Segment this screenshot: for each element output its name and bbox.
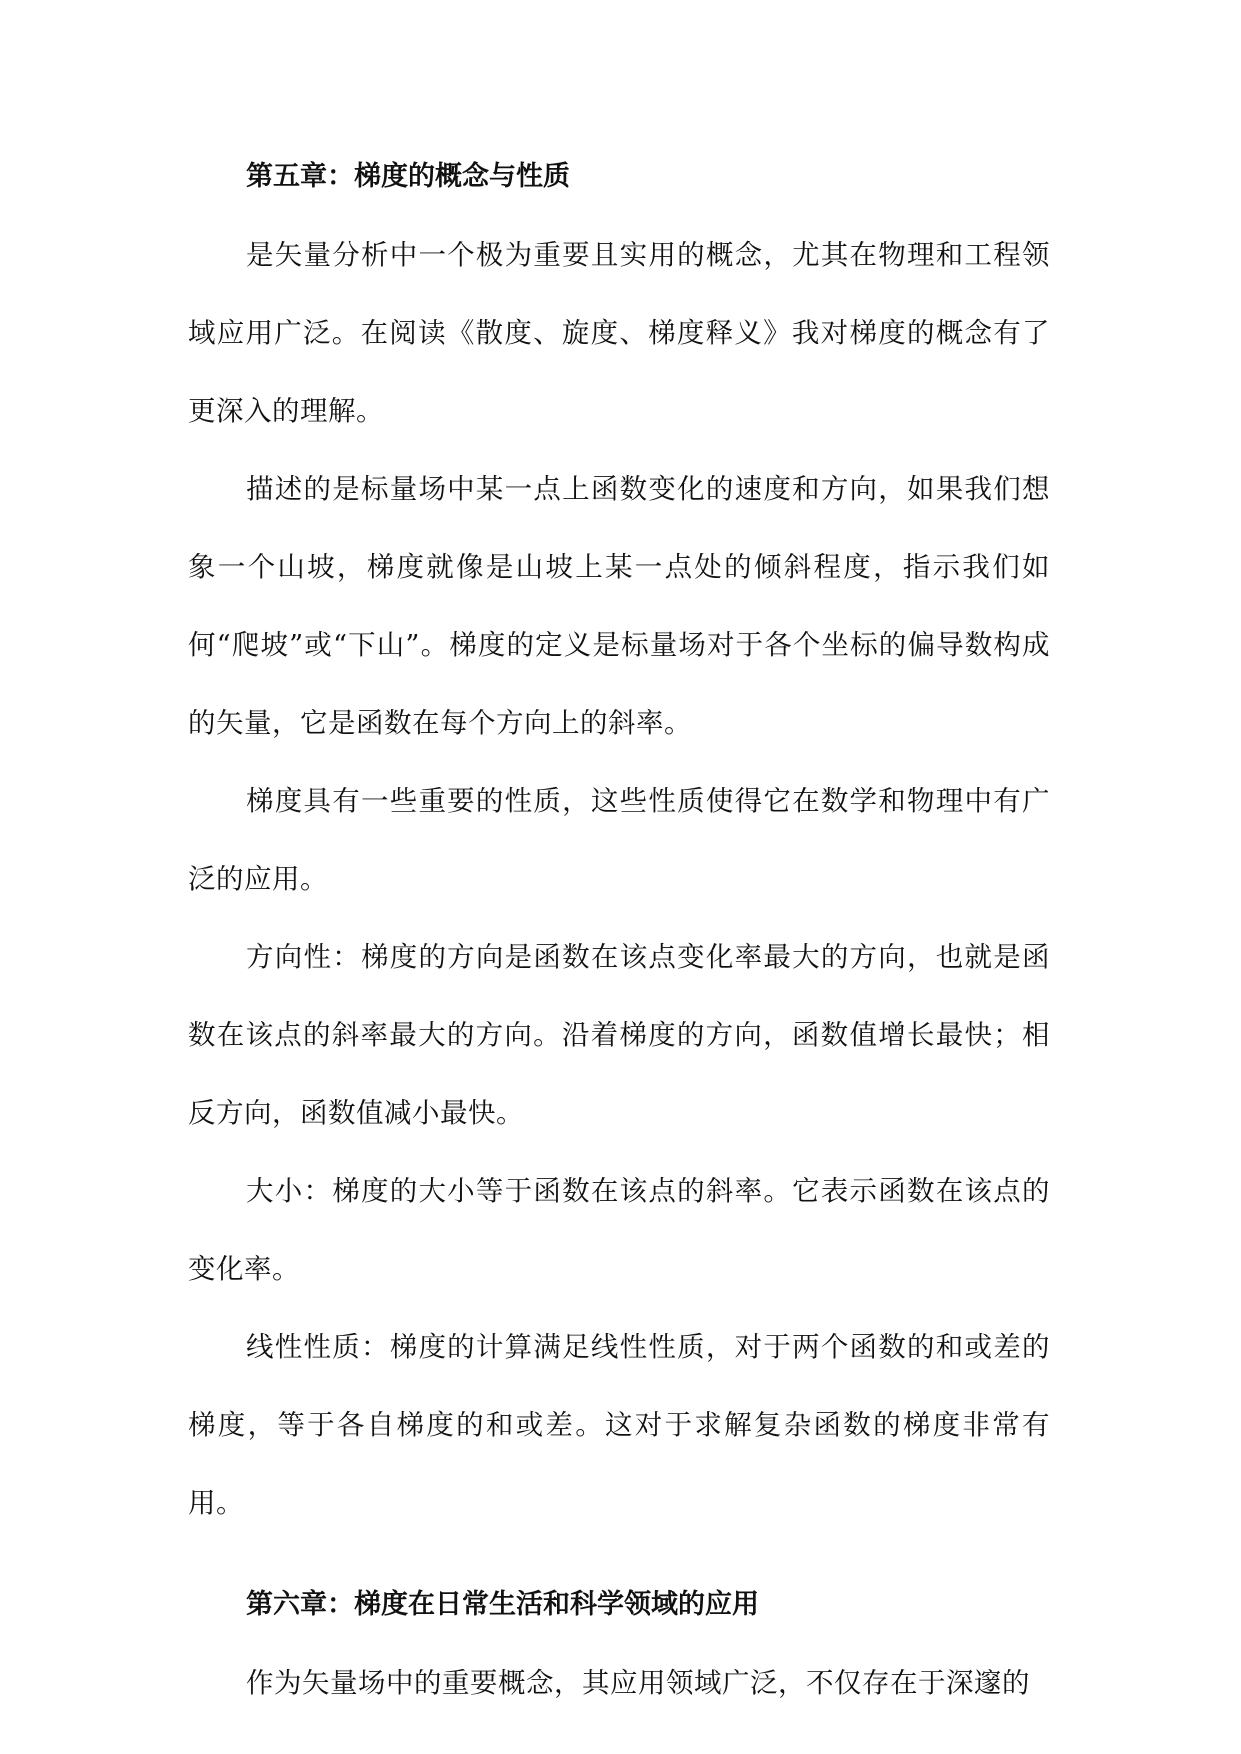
chapter-6-paragraph-1: 作为矢量场中的重要概念，其应用领域广泛，不仅存在于深邃的 xyxy=(246,1667,1030,1699)
chapter-5-paragraph-4: 方向性：梯度的方向是函数在该点变化率最大的方向，也就是函数在该点的斜率最大的方向。沿着梯度的方向，函数值增长最快；相反方向，函数值减小最快。 xyxy=(188,941,1050,1129)
document-body xyxy=(188,138,1050,1722)
chapter-5-paragraph-6: 线性性质：梯度的计算满足线性性质，对于两个函数的和或差的梯度，等于各自梯度的和或差。这对于求解复杂函数的梯度非常有用。 xyxy=(188,1331,1050,1519)
chapter-5-paragraph-1: 是矢量分析中一个极为重要且实用的概念，尤其在物理和工程领域应用广泛。在阅读《散度、旋度、梯度释义》我对梯度的概念有了更深入的理解。 xyxy=(188,239,1050,427)
section-spacer xyxy=(188,1542,1050,1566)
chapter-5-paragraph-3: 梯度具有一些重要的性质，这些性质使得它在数学和物理中有广泛的应用。 xyxy=(188,785,1050,895)
chapter-5-heading: 第五章：梯度的概念与性质 xyxy=(246,161,570,192)
chapter-5-paragraph-5: 大小：梯度的大小等于函数在该点的斜率。它表示函数在该点的变化率。 xyxy=(188,1175,1050,1285)
chapter-5-paragraph-2: 描述的是标量场中某一点上函数变化的速度和方向，如果我们想象一个山坡，梯度就像是山坡上某一点处的倾斜程度，指示我们如何“爬坡”或“下山”。梯度的定义是标量场对于各个坐标的偏导数构成的矢量，它是函数在每个方向上的斜率。 xyxy=(188,473,1050,739)
chapter-6-heading: 第六章：梯度在日常生活和科学领域的应用 xyxy=(246,1589,759,1620)
